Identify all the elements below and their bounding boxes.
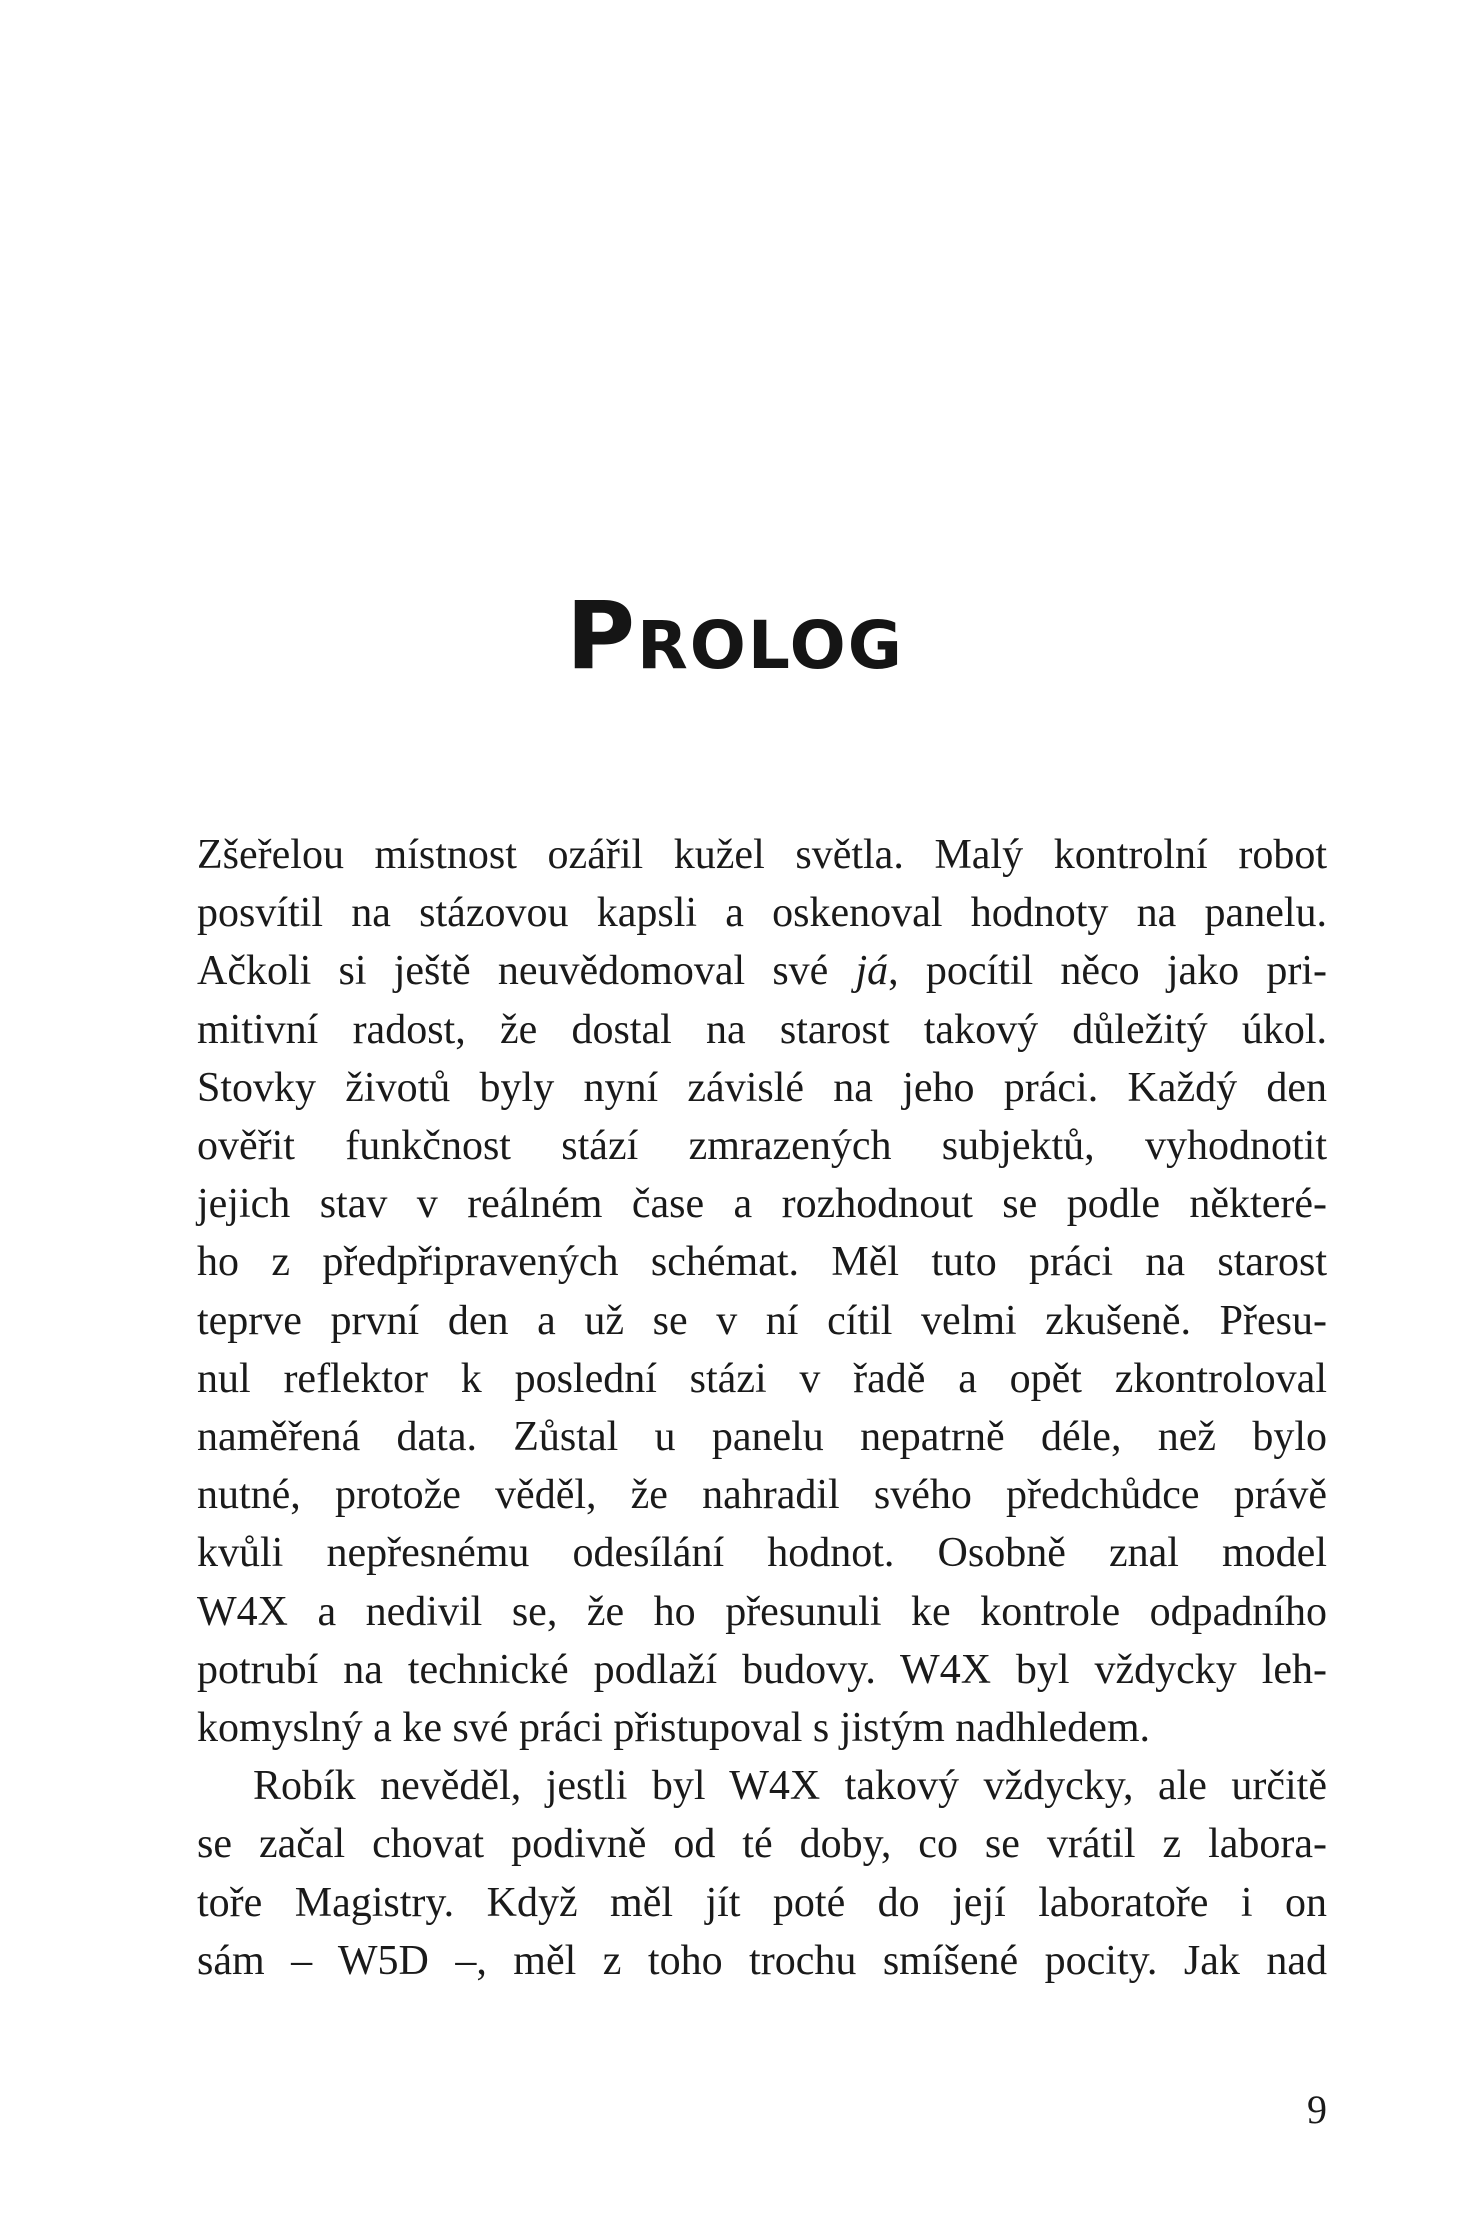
text-line: toře Magistry. Když měl jít poté do její laboratoře i on (197, 1879, 1327, 1926)
text-line: nul reflektor k poslední stázi v řadě a opět zkontroloval (197, 1355, 1327, 1402)
text-line: teprve první den a už se v ní cítil velmi zkušeně. Přesu- (197, 1297, 1327, 1344)
emphasis-text: já (855, 948, 889, 995)
text-line: ověřit funkčnost stází zmrazených subjektů, vyhodnotit (197, 1123, 1327, 1170)
text-line: mitivní radost, že dostal na starost takový důležitý úkol. (197, 1006, 1327, 1053)
text-line: Zšeřelou místnost ozářil kužel světla. Malý kontrolní robot (197, 832, 1327, 878)
text-line: Stovky životů byly nyní závislé na jeho práci. Každý den (197, 1064, 1327, 1111)
text-line: Robík nevěděl, jestli byl W4X takový vždycky, ale určitě (253, 1763, 1327, 1810)
text-segment: , pocítil něco jako pri- (888, 948, 1327, 995)
text-line: naměřená data. Zůstal u panelu nepatrně déle, než bylo (197, 1414, 1327, 1461)
body-text (197, 826, 1327, 1990)
text-line: nutné, protože věděl, že nahradil svého předchůdce právě (197, 1472, 1327, 1519)
text-line: ho z předpřipravených schémat. Měl tuto práci na starost (197, 1239, 1327, 1286)
text-line: komyslný a ke své práci přistupoval s jistým nadhledem. (197, 1705, 1150, 1752)
text-line (197, 942, 1327, 1000)
text-line: W4X a nedivil se, že ho přesunuli ke kontrole odpadního (197, 1588, 1327, 1635)
chapter-title: Prolog (566, 582, 904, 691)
page-number: 9 (1307, 2087, 1327, 2132)
text-line: kvůli nepřesnému odesílání hodnot. Osobně znal model (197, 1530, 1327, 1577)
text-line: se začal chovat podivně od té doby, co se vrátil z labora- (197, 1821, 1327, 1868)
text-line: sám – W5D –, měl z toho trochu smíšené pocity. Jak nad (197, 1937, 1327, 1984)
text-line: potrubí na technické podlaží budovy. W4X byl vždycky leh- (197, 1646, 1327, 1693)
text-segment: Ačkoli si ještě neuvědomoval své (197, 948, 856, 995)
text-line: jejich stav v reálném čase a rozhodnout se podle některé- (197, 1181, 1327, 1228)
text-line: posvítil na stázovou kapsli a oskenoval hodnoty na panelu. (197, 890, 1327, 937)
